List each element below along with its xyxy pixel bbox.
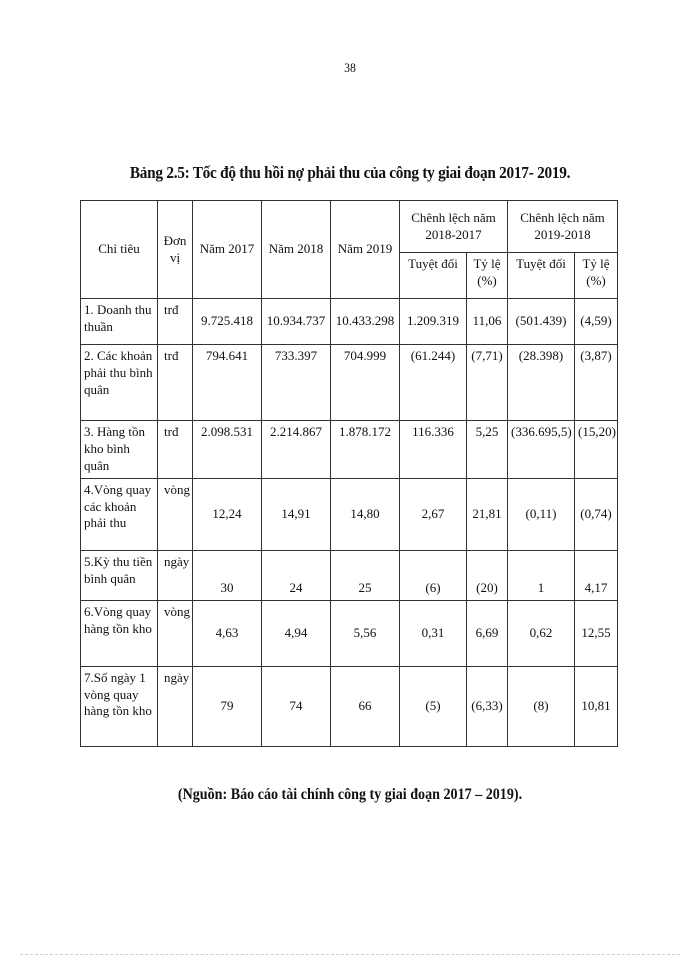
header-indicator: Chỉ tiêu <box>81 201 158 299</box>
cell-ratio-1: (7,71) <box>467 345 508 421</box>
cell-2019: 704.999 <box>331 345 400 421</box>
header-unit: Đơn vị <box>158 201 193 299</box>
cell-absolute-1: (61.244) <box>400 345 467 421</box>
cell-ratio-2: (4,59) <box>575 299 618 345</box>
row-unit: ngày <box>158 666 193 746</box>
table-row <box>81 550 618 600</box>
row-indicator-name: 1. Doanh thu thuần <box>81 299 158 345</box>
cell-2019: 25 <box>331 550 400 600</box>
cell-2018: 14,91 <box>262 478 331 550</box>
cell-ratio-1: 21,81 <box>467 478 508 550</box>
header-ratio-2: Tỷ lệ (%) <box>575 253 618 299</box>
row-indicator-name: 5.Kỳ thu tiền bình quân <box>81 550 158 600</box>
header-ratio-1: Tỷ lệ (%) <box>467 253 508 299</box>
cell-absolute-2: (8) <box>508 666 575 746</box>
header-diff-2018-2017: Chênh lệch năm 2018-2017 <box>400 201 508 253</box>
cell-ratio-2: 4,17 <box>575 550 618 600</box>
cell-absolute-2: (501.439) <box>508 299 575 345</box>
row-indicator-name: 4.Vòng quay các khoản phải thu <box>81 478 158 550</box>
cell-2017: 4,63 <box>193 600 262 666</box>
cell-absolute-2: 1 <box>508 550 575 600</box>
cell-ratio-1: 6,69 <box>467 600 508 666</box>
table-row <box>81 421 618 479</box>
header-absolute-1: Tuyệt đối <box>400 253 467 299</box>
cell-absolute-2: (0,11) <box>508 478 575 550</box>
cell-ratio-1: (20) <box>467 550 508 600</box>
header-year-2019: Năm 2019 <box>331 201 400 299</box>
table-row <box>81 478 618 550</box>
header-diff-2019-2018: Chênh lệch năm 2019-2018 <box>508 201 618 253</box>
page-bottom-divider <box>20 954 680 955</box>
table-row <box>81 666 618 746</box>
cell-absolute-2: (336.695,5) <box>508 421 575 479</box>
cell-2018: 733.397 <box>262 345 331 421</box>
header-year-2017: Năm 2017 <box>193 201 262 299</box>
row-unit: ngày <box>158 550 193 600</box>
cell-ratio-1: (6,33) <box>467 666 508 746</box>
header-year-2018: Năm 2018 <box>262 201 331 299</box>
cell-2018: 74 <box>262 666 331 746</box>
cell-absolute-1: 0,31 <box>400 600 467 666</box>
row-indicator-name: 7.Số ngày 1 vòng quay hàng tồn kho <box>81 666 158 746</box>
cell-2017: 30 <box>193 550 262 600</box>
cell-absolute-1: (5) <box>400 666 467 746</box>
cell-ratio-2: (3,87) <box>575 345 618 421</box>
table-title: Bảng 2.5: Tốc độ thu hồi nợ phải thu của công ty giai đoạn 2017- 2019. <box>129 163 571 182</box>
cell-ratio-2: (0,74) <box>575 478 618 550</box>
cell-2019: 5,56 <box>331 600 400 666</box>
page-number: 38 <box>344 60 356 75</box>
table-row <box>81 345 618 421</box>
receivables-table <box>80 200 618 747</box>
cell-2018: 2.214.867 <box>262 421 331 479</box>
row-unit: trđ <box>158 345 193 421</box>
cell-2019: 14,80 <box>331 478 400 550</box>
cell-2018: 4,94 <box>262 600 331 666</box>
cell-2018: 10.934.737 <box>262 299 331 345</box>
cell-2017: 79 <box>193 666 262 746</box>
cell-absolute-1: (6) <box>400 550 467 600</box>
cell-2019: 10.433.298 <box>331 299 400 345</box>
table-row <box>81 600 618 666</box>
cell-2017: 2.098.531 <box>193 421 262 479</box>
cell-absolute-1: 116.336 <box>400 421 467 479</box>
row-indicator-name: 2. Các khoản phải thu bình quân <box>81 345 158 421</box>
cell-ratio-2: 10,81 <box>575 666 618 746</box>
header-absolute-2: Tuyệt đối <box>508 253 575 299</box>
row-unit: vòng <box>158 478 193 550</box>
row-indicator-name: 3. Hàng tồn kho bình quân <box>81 421 158 479</box>
cell-2017: 9.725.418 <box>193 299 262 345</box>
cell-absolute-1: 1.209.319 <box>400 299 467 345</box>
cell-ratio-1: 5,25 <box>467 421 508 479</box>
cell-2019: 66 <box>331 666 400 746</box>
cell-absolute-1: 2,67 <box>400 478 467 550</box>
row-unit: vòng <box>158 600 193 666</box>
cell-ratio-2: (15,20) <box>575 421 618 479</box>
table-row <box>81 299 618 345</box>
row-indicator-name: 6.Vòng quay hàng tồn kho <box>81 600 158 666</box>
cell-2017: 794.641 <box>193 345 262 421</box>
row-unit: trđ <box>158 299 193 345</box>
cell-ratio-2: 12,55 <box>575 600 618 666</box>
row-unit: trđ <box>158 421 193 479</box>
source-note: (Nguồn: Báo cáo tài chính công ty giai đoạn 2017 – 2019). <box>177 786 523 803</box>
cell-absolute-2: (28.398) <box>508 345 575 421</box>
cell-2017: 12,24 <box>193 478 262 550</box>
cell-2018: 24 <box>262 550 331 600</box>
cell-ratio-1: 11,06 <box>467 299 508 345</box>
cell-2019: 1.878.172 <box>331 421 400 479</box>
cell-absolute-2: 0,62 <box>508 600 575 666</box>
